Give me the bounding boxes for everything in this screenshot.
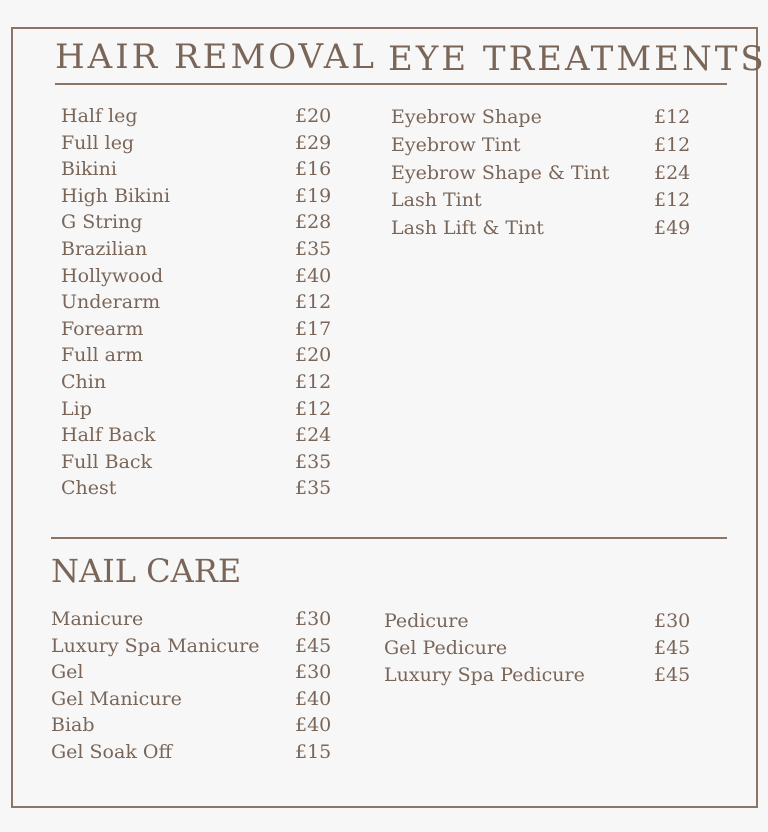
menu-item-row [391, 106, 711, 134]
service-price: £15 [295, 740, 332, 763]
service-name: Eyebrow Shape & Tint [391, 161, 610, 184]
menu-item-row [61, 318, 341, 345]
service-price: £12 [295, 370, 332, 393]
service-name: Brazilian [61, 237, 148, 260]
service-price: £30 [295, 608, 332, 630]
service-name: Gel [51, 661, 84, 684]
service-price: £12 [654, 133, 691, 156]
service-name: Chin [61, 370, 107, 393]
menu-item-row [61, 477, 341, 504]
service-name: Gel Manicure [51, 687, 182, 710]
hair-removal-list [61, 105, 341, 504]
menu-item-row [51, 714, 341, 741]
service-price: £28 [295, 211, 332, 234]
menu-item-row [61, 344, 341, 371]
service-name: Lash Lift & Tint [391, 217, 544, 240]
service-name: Hollywood [61, 264, 164, 287]
service-price: £40 [295, 264, 332, 287]
service-name: Biab [51, 714, 95, 737]
service-name: Lip [61, 397, 92, 420]
service-name: G String [61, 211, 143, 234]
service-name: High Bikini [61, 184, 171, 207]
menu-item-row [61, 265, 341, 292]
service-price: £45 [654, 636, 691, 659]
menu-item-row [61, 132, 341, 159]
service-name: Half Back [61, 424, 156, 447]
service-name: Manicure [51, 608, 144, 630]
eye-treatments-heading: EYE TREATMENTS [388, 39, 767, 79]
menu-item-row [51, 661, 341, 688]
menu-item-row [61, 398, 341, 425]
menu-item-row [384, 637, 704, 664]
service-price: £35 [295, 450, 332, 473]
eye-treatments-list [391, 106, 711, 245]
middle-divider [51, 537, 727, 539]
menu-item-row [391, 217, 711, 245]
menu-item-row [51, 688, 341, 715]
hair-removal-heading: HAIR REMOVAL [55, 37, 377, 77]
service-price: £29 [295, 131, 332, 154]
service-price: £40 [295, 714, 332, 737]
service-name: Underarm [61, 291, 161, 314]
menu-item-row [391, 162, 711, 190]
service-name: Half leg [61, 105, 138, 127]
service-name: Pedicure [384, 610, 469, 632]
service-name: Gel Soak Off [51, 740, 172, 763]
menu-item-row [384, 610, 704, 637]
nail-care-heading: NAIL CARE [51, 552, 242, 590]
service-price: £17 [295, 317, 332, 340]
service-price: £40 [295, 687, 332, 710]
service-price: £19 [295, 184, 332, 207]
top-divider [55, 83, 727, 85]
menu-item-row [391, 189, 711, 217]
service-price: £12 [295, 397, 332, 420]
service-price: £16 [295, 158, 332, 181]
menu-item-row [51, 635, 341, 662]
nail-manicure-list [51, 608, 341, 768]
menu-item-row [61, 185, 341, 212]
service-price: £12 [654, 189, 691, 212]
nail-pedicure-list [384, 610, 704, 690]
service-name: Lash Tint [391, 189, 482, 212]
service-name: Bikini [61, 158, 117, 181]
service-price: £45 [654, 663, 691, 686]
service-price: £24 [295, 424, 332, 447]
service-name: Gel Pedicure [384, 636, 508, 659]
service-price: £30 [295, 661, 332, 684]
service-name: Forearm [61, 317, 144, 340]
service-name: Eyebrow Shape [391, 106, 542, 128]
service-price: £49 [654, 217, 691, 240]
service-name: Luxury Spa Pedicure [384, 663, 585, 686]
service-name: Chest [61, 477, 117, 500]
service-name: Full arm [61, 344, 144, 367]
service-price: £24 [654, 161, 691, 184]
service-price: £12 [654, 106, 691, 128]
service-name: Full leg [61, 131, 135, 154]
menu-item-row [61, 291, 341, 318]
menu-item-row [391, 134, 711, 162]
service-name: Full Back [61, 450, 153, 473]
service-name: Eyebrow Tint [391, 133, 521, 156]
menu-item-row [61, 451, 341, 478]
service-price: £20 [295, 105, 332, 127]
service-price: £35 [295, 477, 332, 500]
menu-item-row [61, 105, 341, 132]
menu-item-row [61, 211, 341, 238]
menu-item-row [51, 741, 341, 768]
menu-item-row [61, 238, 341, 265]
service-price: £35 [295, 237, 332, 260]
service-price: £45 [295, 634, 332, 657]
menu-item-row [61, 371, 341, 398]
menu-item-row [51, 608, 341, 635]
menu-item-row [61, 424, 341, 451]
service-price: £30 [654, 610, 691, 632]
menu-item-row [61, 158, 341, 185]
service-name: Luxury Spa Manicure [51, 634, 260, 657]
service-price: £20 [295, 344, 332, 367]
menu-item-row [384, 664, 704, 691]
service-price: £12 [295, 291, 332, 314]
